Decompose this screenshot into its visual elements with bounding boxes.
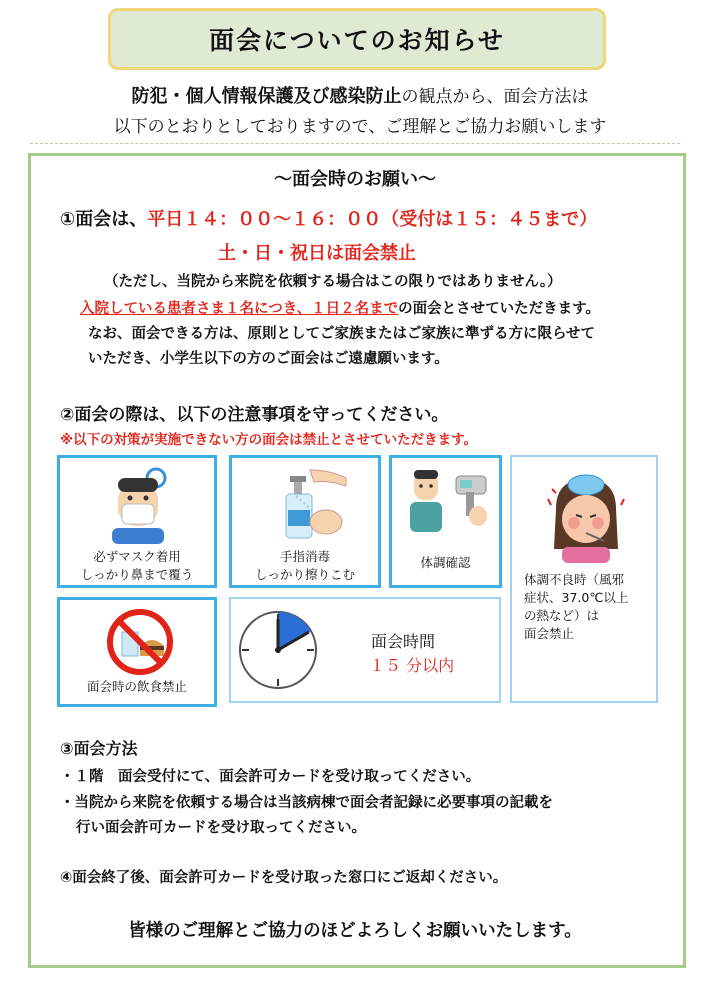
family-note-2: いただき、小学生以下の方のご面会はご遠慮願います。 bbox=[88, 351, 449, 367]
section3-item-1: ・１階 面会受付にて、面会許可カードを受け取ってください。 bbox=[60, 769, 481, 785]
visit-time-label: 面会時間 bbox=[371, 632, 436, 651]
section3-item-2b: 行い面会許可カードを受け取ってください。 bbox=[76, 820, 366, 836]
closed-days: 土・日・祝日は面会禁止 bbox=[218, 243, 416, 264]
temperature-caption: 体調確認 bbox=[420, 555, 471, 570]
sick-person-icon bbox=[538, 469, 634, 565]
intro-rest: の観点から、面会方法は bbox=[401, 87, 589, 107]
hand-caption-2: しっかり擦りこむ bbox=[254, 567, 355, 582]
visit-time-value: １５ 分以内 bbox=[369, 656, 455, 675]
section1-label: ①面会は、 bbox=[60, 209, 148, 230]
no-food-icon bbox=[100, 606, 180, 676]
no-food-caption: 面会時の飲食禁止 bbox=[86, 679, 187, 694]
card-no-food bbox=[57, 597, 217, 707]
visitor-limit-red: 入院している患者さま１名につき、１日２名まで bbox=[80, 301, 399, 317]
family-note-1: なお、面会できる方は、原則としてご家族またはご家族に準ずる方に限らせて bbox=[88, 326, 596, 342]
page-title: 面会についてのお知らせ bbox=[209, 26, 505, 55]
title-banner bbox=[108, 8, 606, 70]
intro-bold: 防犯・個人情報保護及び感染防止 bbox=[131, 86, 402, 107]
sick-caption-1: 体調不良時（風邪 bbox=[524, 572, 625, 587]
visitor-limit-rest: の面会とさせていただきます。 bbox=[398, 301, 600, 317]
thermometer-check-icon bbox=[404, 466, 494, 534]
card-hand bbox=[229, 455, 381, 588]
clock-icon bbox=[237, 609, 319, 691]
subtitle: ～面会時のお願い～ bbox=[274, 169, 436, 190]
section2-warning: ※以下の対策が実施できない方の面会は禁止とさせていただきます。 bbox=[60, 432, 478, 448]
mask-person-icon bbox=[104, 464, 176, 544]
visitor-limit bbox=[80, 297, 600, 318]
mask-caption-2: しっかり鼻まで覆う bbox=[80, 567, 194, 582]
section2-heading: ②面会の際は、以下の注意事項を守ってください。 bbox=[60, 405, 449, 425]
hand-sanitizer-icon bbox=[270, 466, 350, 542]
closing-message: 皆様のご理解とご協力のほどよろしくお願いいたします。 bbox=[128, 921, 582, 941]
hand-caption-1: 手指消毒 bbox=[279, 549, 330, 564]
section4-text: ④面会終了後、面会許可カードを受け取った窓口にご返却ください。 bbox=[60, 870, 508, 886]
intro-line-2: 以下のとおりとしておりますので、ご理解とご協力お願いします bbox=[113, 117, 607, 137]
section1-line bbox=[60, 205, 597, 231]
divider bbox=[30, 143, 680, 144]
intro-line-1 bbox=[30, 82, 690, 108]
section3-heading: ③面会方法 bbox=[60, 739, 138, 758]
sick-caption-2: 症状、37.0℃以上 bbox=[524, 590, 629, 605]
section3-item-2a: ・当院から来院を依頼する場合は当該病棟で面会者記録に必要事項の記載を bbox=[60, 795, 553, 811]
card-temperature bbox=[389, 455, 502, 588]
mask-caption-1: 必ずマスク着用 bbox=[93, 549, 181, 564]
visiting-hours: 平日１４：００～１６：００（受付は１５：４５まで） bbox=[147, 209, 598, 230]
exception-note: （ただし、当院から来院を依頼する場合はこの限りではありません。） bbox=[104, 274, 562, 290]
sick-caption-3: の熱など）は bbox=[524, 608, 600, 623]
sick-caption-4: 面会禁止 bbox=[524, 626, 575, 641]
card-sick bbox=[510, 455, 658, 703]
card-mask bbox=[57, 455, 217, 588]
card-visit-time bbox=[229, 597, 501, 703]
